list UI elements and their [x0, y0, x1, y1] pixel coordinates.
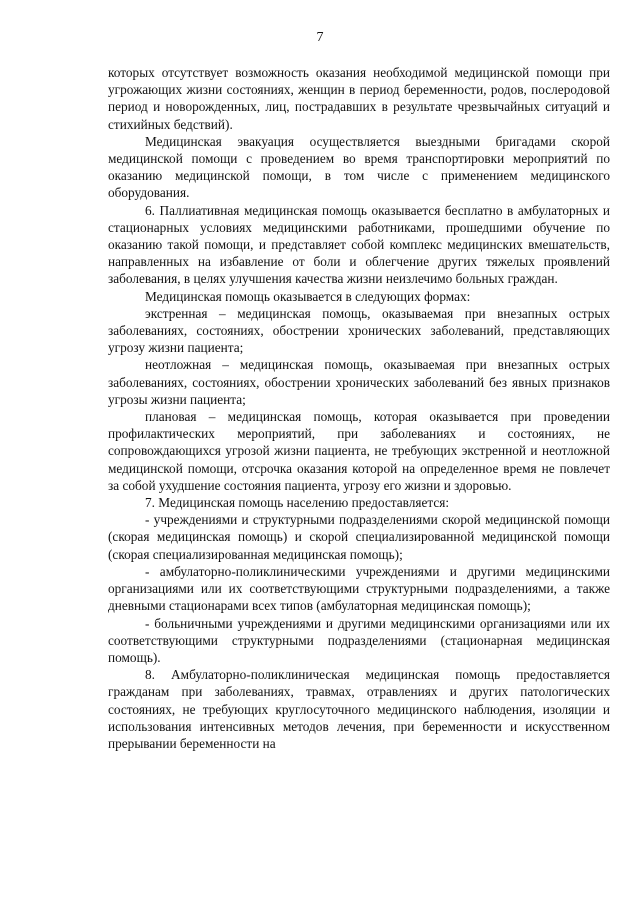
list-item-ambulance-services: - учреждениями и структурными подразделениями скорой медицинской помощи (скорая медицинская помощь) и скорой специализированной медицинской помощи (скорая специализированная медицинская помощь);	[108, 512, 610, 562]
paragraph-section-6-palliative-care: 6. Паллиативная медицинская помощь оказывается бесплатно в амбулаторных и стационарных условиях медицинскими работниками, прошедшими обучение по оказанию такой помощи, и представляет собой комплекс медицинских вмешательств, направленных на избавление от боли и облегчение других тяжелых проявлений заболевания, в целях улучшения качества жизни неизлечимо больных граждан.	[108, 202, 610, 287]
paragraph-continuation: которых отсутствует возможность оказания необходимой медицинской помощи при угрожающих жизни состояниях, женщин в период беременности, родов, послеродовой период и новорожденных, лиц, пострадавших в результате чрезвычайных ситуаций и стихийных бедствий).	[108, 65, 610, 132]
list-item-outpatient-institutions: - амбулаторно-поликлиническими учреждениями и другими медицинскими организациями или их соответствующими структурными подразделениями, а также дневными стационарами всех типов (амбулаторная медицинская помощь);	[108, 563, 610, 614]
paragraph-form-urgent: неотложная – медицинская помощь, оказываемая при внезапных острых заболеваниях, состояниях, обострении хронических заболеваний без явных признаков угрозы жизни пациента;	[108, 357, 610, 407]
document-body	[108, 64, 610, 752]
paragraph-section-8-outpatient-care: 8. Амбулаторно-поликлиническая медицинская помощь предоставляется гражданам при заболеваниях, травмах, отравлениях и других патологических состояниях, не требующих круглосуточного медицинского наблюдения, изоляции и использования интенсивных методов лечения, при беременности и искусственном прерывании беременности на	[108, 667, 610, 751]
paragraph-forms-intro: Медицинская помощь оказывается в следующих формах:	[145, 288, 471, 304]
paragraph-section-7-heading: 7. Медицинская помощь населению предоставляется:	[145, 495, 450, 511]
paragraph-form-planned: плановая – медицинская помощь, которая оказывается при проведении профилактических мероприятий, при заболеваниях и состояниях, не сопровождающихся угрозой жизни пациента, не требующих экстренной и неотложной медицинской помощи, отсрочка оказания которой на определенное время не повлечет за собой ухудшение состояния пациента, угрозу его жизни и здоровью.	[108, 409, 610, 493]
paragraph-medical-evacuation: Медицинская эвакуация осуществляется выездными бригадами скорой медицинской помощи с проведением во время транспортировки мероприятий по оказанию медицинской помощи, в том числе с применением медицинского оборудования.	[108, 133, 610, 201]
paragraph-form-emergency: экстренная – медицинская помощь, оказываемая при внезапных острых заболеваниях, состояниях, обострении хронических заболеваний, представляющих угрозу жизни пациента;	[108, 305, 610, 356]
page-number: 7	[316, 30, 324, 45]
list-item-hospital-institutions: - больничными учреждениями и другими медицинскими организациями или их соответствующими структурными подразделениями (стационарная медицинская помощь).	[108, 615, 610, 665]
